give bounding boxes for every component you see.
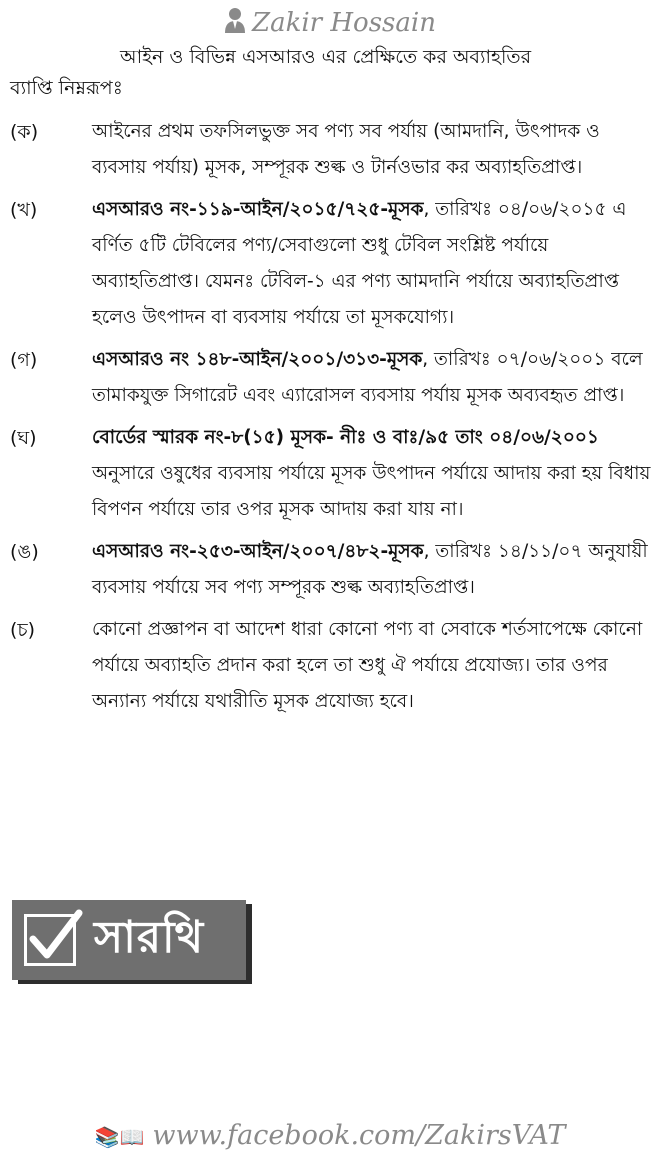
intro-line-1: আইন ও বিভিন্ন এসআরও এর প্রেক্ষিতে কর অব্যাহতির — [120, 46, 532, 68]
checkbox-check-icon — [24, 914, 76, 966]
item-text-rest: , তারিখঃ ০৪/০৬/২০১৫ এ বর্ণিত ৫টি টেবিলের পণ্য/সেবাগুলো শুধু টেবিল সংশ্লিষ্ট পর্যায়ে অব্যাহতিপ্রাপ্ত। যেমনঃ টেবিল-১ এর পণ্য আমদানি পর্যায়ে অব্যাহতিপ্রাপ্ত হলেও উৎপাদন বা ব্যবসায় পর্যায়ে তা মূসকযোগ্য। — [92, 199, 627, 328]
item-reference: এসআরও নং-২৫৩-আইন/২০০৭/৪৮২-মূসক — [92, 541, 424, 562]
item-marker: (গ) — [10, 349, 38, 371]
intro-paragraph — [10, 42, 650, 104]
item-body — [92, 342, 655, 414]
intro-line-2: ব্যাপ্তি নিম্নরূপঃ — [10, 77, 123, 99]
list-item-cha — [10, 612, 655, 720]
item-marker: (ঘ) — [10, 427, 37, 449]
list-item-ka — [10, 114, 655, 186]
item-text: আইনের প্রথম তফসিলভুক্ত সব পণ্য সব পর্যায় (আমদানি, উৎপাদক ও ব্যবসায় পর্যায়) মূসক, সম্পূরক শুল্ক ও টার্নওভার কর অব্যাহতিপ্রাপ্ত। — [92, 121, 600, 178]
item-text-rest: অনুসারে ওষুধের ব্যবসায় পর্যায়ে মূসক উৎপাদন পর্যায়ে আদায় করা হয় বিধায় বিপণন পর্যায়ে তার ওপর মূসক আদায় করা যায় না। — [92, 463, 651, 520]
item-marker: (চ) — [10, 619, 36, 641]
item-reference: বোর্ডের স্মারক নং-৮(১৫) মূসক- নীঃ ও বাঃ/৯৫ তাং ০৪/০৬/২০০১ — [92, 427, 599, 448]
list-item-ga — [10, 342, 655, 414]
item-text-rest: , তারিখঃ ০৭/০৬/২০০১ বলে তামাকযুক্ত সিগারেট এবং এ্যারোসল ব্যবসায় পর্যায় মূসক অব্যবহৃত প্রাপ্ত। — [92, 349, 643, 406]
item-body — [92, 534, 655, 606]
facebook-url-link[interactable]: www.facebook.com/ZakirsVAT — [152, 1120, 566, 1151]
item-text-rest: , তারিখঃ ১৪/১১/০৭ অনুযায়ী ব্যবসায় পর্যায়ে সব পণ্য সম্পূরক শুল্ক অব্যাহতিপ্রাপ্ত। — [92, 541, 648, 598]
list-item-gha — [10, 420, 655, 528]
item-body — [92, 420, 655, 528]
item-reference: এসআরও নং-১১৯-আইন/২০১৫/৭২৫-মূসক — [92, 199, 424, 220]
author-header — [0, 6, 660, 42]
logo-word: সারথি — [94, 911, 205, 963]
books-icon: 📚📖 — [94, 1124, 145, 1149]
item-marker: (ঙ) — [10, 541, 39, 563]
footer-link-line — [0, 1120, 660, 1151]
item-body — [92, 114, 655, 186]
item-marker: (ক) — [10, 121, 39, 143]
item-body — [92, 612, 655, 720]
list-item-kha — [10, 192, 655, 336]
sarothi-logo — [12, 900, 246, 980]
item-reference: এসআরও নং ১৪৮-আইন/২০০১/৩১৩-মূসক — [92, 349, 423, 370]
item-text: কোনো প্রজ্ঞাপন বা আদেশ ধারা কোনো পণ্য বা সেবাকে শর্তসাপেক্ষে কোনো পর্যায়ে অব্যাহতি প্রদান করা হলে তা শুধু ঐ পর্যায়ে প্রযোজ্য। তার ওপর অন্যান্য পর্যায়ে যথারীতি মূসক প্রযোজ্য হবে। — [92, 619, 643, 712]
author-name: Zakir Hossain — [252, 8, 436, 38]
list-item-umo — [10, 534, 655, 606]
person-silhouette-icon — [224, 7, 246, 42]
item-marker: (খ) — [10, 199, 38, 221]
item-list — [10, 114, 655, 726]
item-body — [92, 192, 655, 336]
